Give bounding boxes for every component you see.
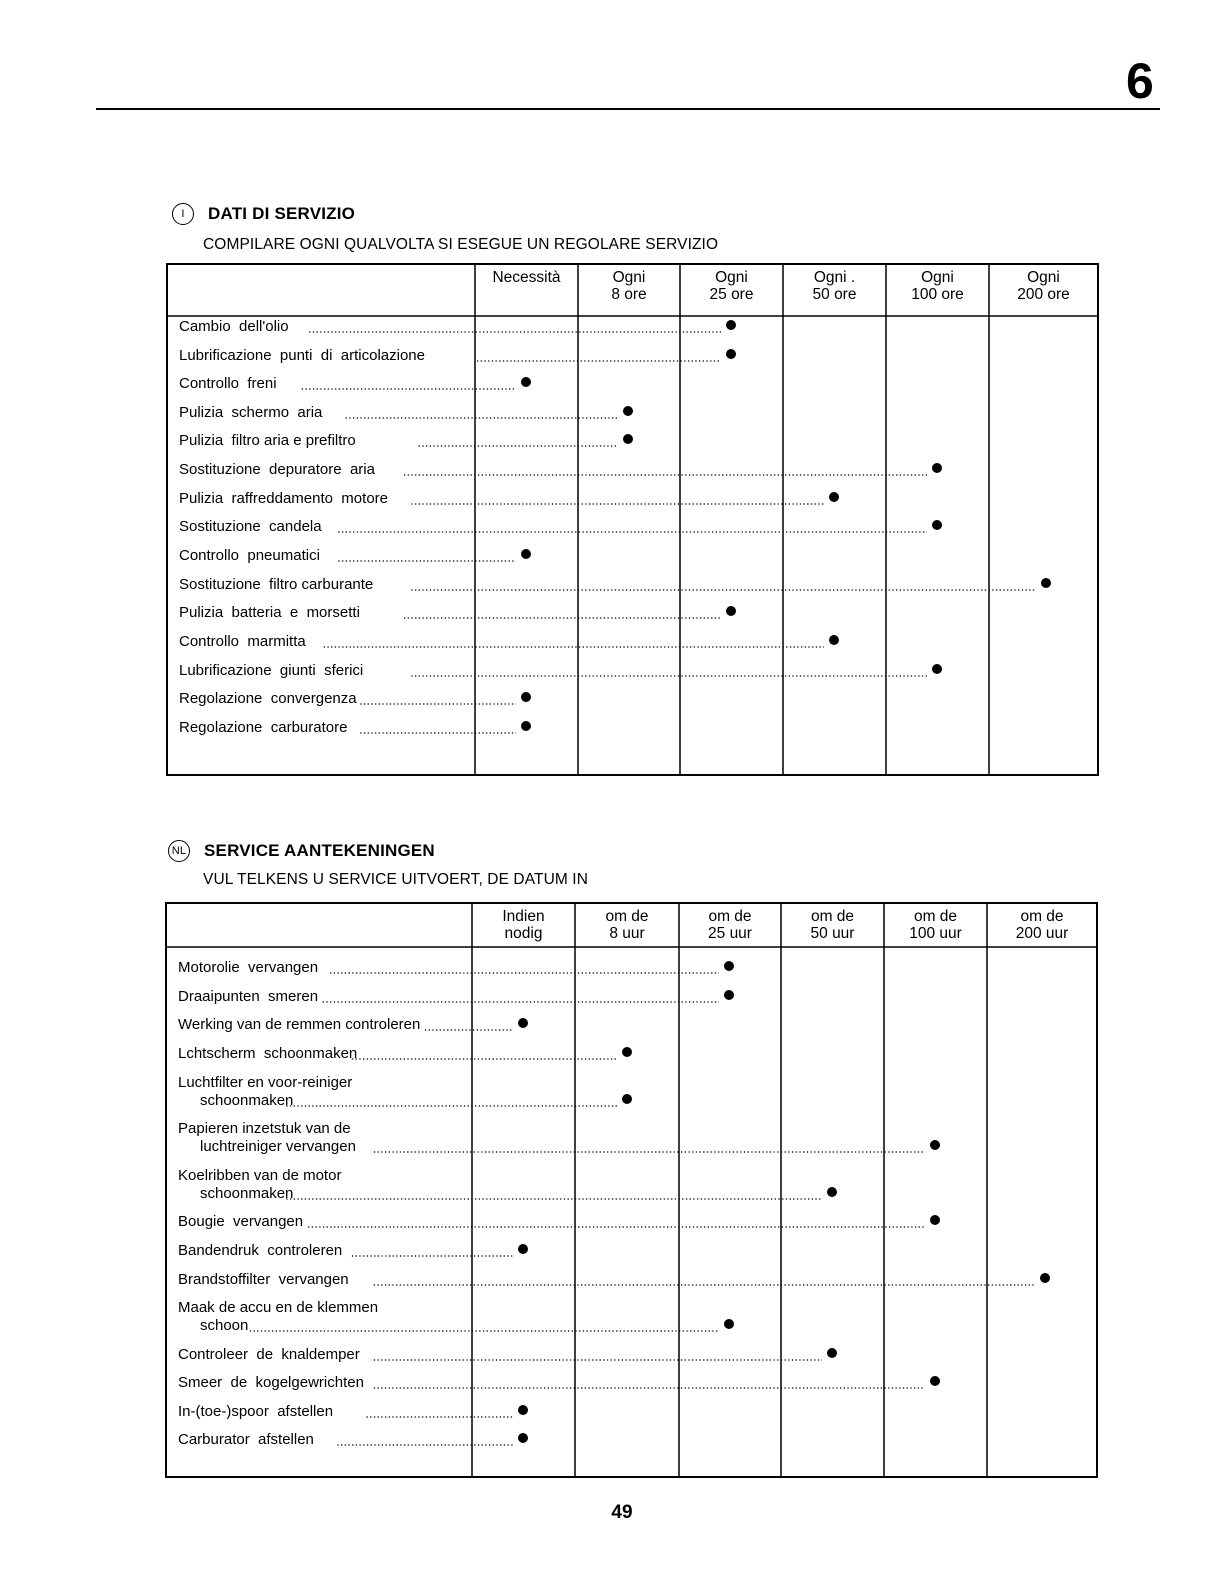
column-header-line: om de bbox=[913, 908, 958, 925]
interval-marker-dot bbox=[930, 1376, 940, 1386]
row-label bbox=[178, 1167, 341, 1203]
row-label-line: Regolazione convergenza bbox=[179, 690, 357, 707]
row-label-line: Papieren inzetstuk van de bbox=[178, 1120, 351, 1137]
column-header-line: Ogni bbox=[612, 269, 646, 286]
page-number: 49 bbox=[611, 1502, 633, 1523]
column-header-line: 200 uur bbox=[1015, 925, 1069, 942]
chapter-number: 6 bbox=[1126, 53, 1154, 109]
interval-marker-dot bbox=[827, 1348, 837, 1358]
column-header-line: Ogni bbox=[921, 269, 954, 286]
column-header-line: om de bbox=[1020, 908, 1064, 925]
row-label-line: Sostituzione candela bbox=[179, 518, 322, 535]
column-header-line: 25 ore bbox=[709, 286, 754, 303]
interval-marker-dot bbox=[518, 1405, 528, 1415]
row-label bbox=[178, 1074, 352, 1110]
column-header bbox=[987, 908, 1097, 942]
section-title: DATI DI SERVIZIO bbox=[208, 204, 356, 223]
row-label bbox=[178, 1120, 356, 1156]
column-header bbox=[884, 908, 987, 942]
row-label-line: Sostituzione filtro carburante bbox=[179, 576, 374, 593]
row-label-line: Bougie vervangen bbox=[178, 1213, 304, 1230]
interval-marker-dot bbox=[1040, 1273, 1050, 1283]
row-label bbox=[178, 959, 318, 977]
row-label-line: Pulizia raffreddamento motore bbox=[179, 490, 388, 507]
row-label-line: schoonmaken bbox=[200, 1185, 294, 1202]
row-label-line: Maak de accu en de klemmen bbox=[178, 1299, 379, 1316]
column-header-line: 8 ore bbox=[611, 286, 647, 303]
interval-marker-dot bbox=[724, 961, 734, 971]
column-header-line: 50 ore bbox=[812, 286, 857, 303]
column-header bbox=[472, 908, 575, 942]
row-label-line: Lubrificazione punti di articolazione bbox=[179, 347, 425, 364]
row-label-line: Controllo marmitta bbox=[179, 633, 306, 650]
row-label bbox=[178, 1374, 364, 1392]
column-header-line: Ogni . bbox=[813, 269, 856, 286]
interval-marker-dot bbox=[724, 1319, 734, 1329]
row-label bbox=[178, 1213, 303, 1231]
column-header-line: 25 uur bbox=[708, 925, 752, 942]
row-label-line: Pulizia schermo aria bbox=[179, 404, 323, 421]
interval-marker-dot bbox=[518, 1244, 528, 1254]
column-header-line: Necessità bbox=[492, 269, 561, 286]
row-label-line: Draaipunten smeren bbox=[178, 988, 319, 1005]
row-label-line: Werking van de remmen controleren bbox=[178, 1016, 421, 1033]
row-label bbox=[178, 1403, 333, 1421]
interval-marker-dot bbox=[622, 1047, 632, 1057]
row-label-line: Luchtfilter en voor-reiniger bbox=[178, 1074, 353, 1091]
column-header-line: Indien bbox=[502, 908, 545, 925]
row-label-line: Bandendruk controleren bbox=[178, 1242, 343, 1259]
language-badge-icon: NL bbox=[168, 840, 190, 862]
row-label-line: Controllo pneumatici bbox=[179, 547, 320, 564]
row-label-line: Koelribben van de motor bbox=[178, 1167, 342, 1184]
row-label bbox=[178, 1271, 349, 1289]
row-label bbox=[178, 1045, 357, 1063]
column-header-line: om de bbox=[810, 908, 855, 925]
column-header bbox=[575, 908, 679, 942]
interval-marker-dot bbox=[827, 1187, 837, 1197]
row-label-line: Pulizia batteria e morsetti bbox=[179, 604, 360, 621]
interval-marker-dot bbox=[518, 1433, 528, 1443]
interval-marker-dot bbox=[622, 1094, 632, 1104]
row-label-line: Carburator afstellen bbox=[178, 1431, 314, 1448]
row-label-line: Lubrificazione giunti sferici bbox=[179, 662, 364, 679]
column-header-line: Ogni bbox=[1027, 269, 1060, 286]
row-label-line: Regolazione carburatore bbox=[179, 719, 348, 736]
column-header-line: 100 uur bbox=[909, 925, 962, 942]
language-badge-icon: I bbox=[172, 203, 194, 225]
interval-marker-dot bbox=[724, 990, 734, 1000]
column-header bbox=[781, 908, 884, 942]
row-label bbox=[178, 988, 318, 1006]
section-subtitle: COMPILARE OGNI QUALVOLTA SI ESEGUE UN REGOLARE SERVIZIO bbox=[203, 236, 719, 253]
interval-marker-dot bbox=[930, 1215, 940, 1225]
row-label-line: Sostituzione depuratore aria bbox=[179, 461, 375, 478]
row-label-line: Controleer de knaldemper bbox=[178, 1346, 360, 1363]
column-header-line: om de bbox=[605, 908, 649, 925]
column-header-line: 8 uur bbox=[609, 925, 645, 942]
row-label-line: In-(toe-)spoor afstellen bbox=[178, 1403, 334, 1420]
row-label-line: schoon bbox=[200, 1317, 249, 1334]
interval-marker-dot bbox=[518, 1018, 528, 1028]
column-header-line: Ogni bbox=[715, 269, 748, 286]
row-label-line: Brandstoffilter vervangen bbox=[178, 1271, 349, 1288]
row-label-line: Cambio dell'olio bbox=[179, 318, 289, 335]
row-label-line: Motorolie vervangen bbox=[178, 959, 319, 976]
row-label bbox=[178, 1346, 360, 1364]
row-label bbox=[178, 1016, 420, 1034]
column-header bbox=[679, 908, 781, 942]
row-label bbox=[178, 1299, 378, 1335]
row-label-line: Lchtscherm schoonmaken bbox=[178, 1045, 358, 1062]
row-label bbox=[178, 1431, 314, 1449]
column-header-line: 200 ore bbox=[1017, 286, 1070, 303]
row-label-line: Smeer de kogelgewrichten bbox=[178, 1374, 364, 1391]
column-header-line: 50 uur bbox=[810, 925, 855, 942]
section-title: SERVICE AANTEKENINGEN bbox=[204, 841, 435, 860]
row-label-line: schoonmaken bbox=[200, 1092, 294, 1109]
row-label-line: Controllo freni bbox=[179, 375, 277, 392]
column-header-line: om de bbox=[708, 908, 752, 925]
row-label bbox=[178, 1242, 342, 1260]
column-header-line: 100 ore bbox=[911, 286, 964, 303]
row-label-line: luchtreiniger vervangen bbox=[200, 1138, 356, 1155]
row-label-line: Pulizia filtro aria e prefiltro bbox=[179, 432, 356, 449]
interval-marker-dot bbox=[930, 1140, 940, 1150]
column-header-line: nodig bbox=[504, 925, 543, 942]
section-subtitle: VUL TELKENS U SERVICE UITVOERT, DE DATUM IN bbox=[203, 871, 588, 888]
